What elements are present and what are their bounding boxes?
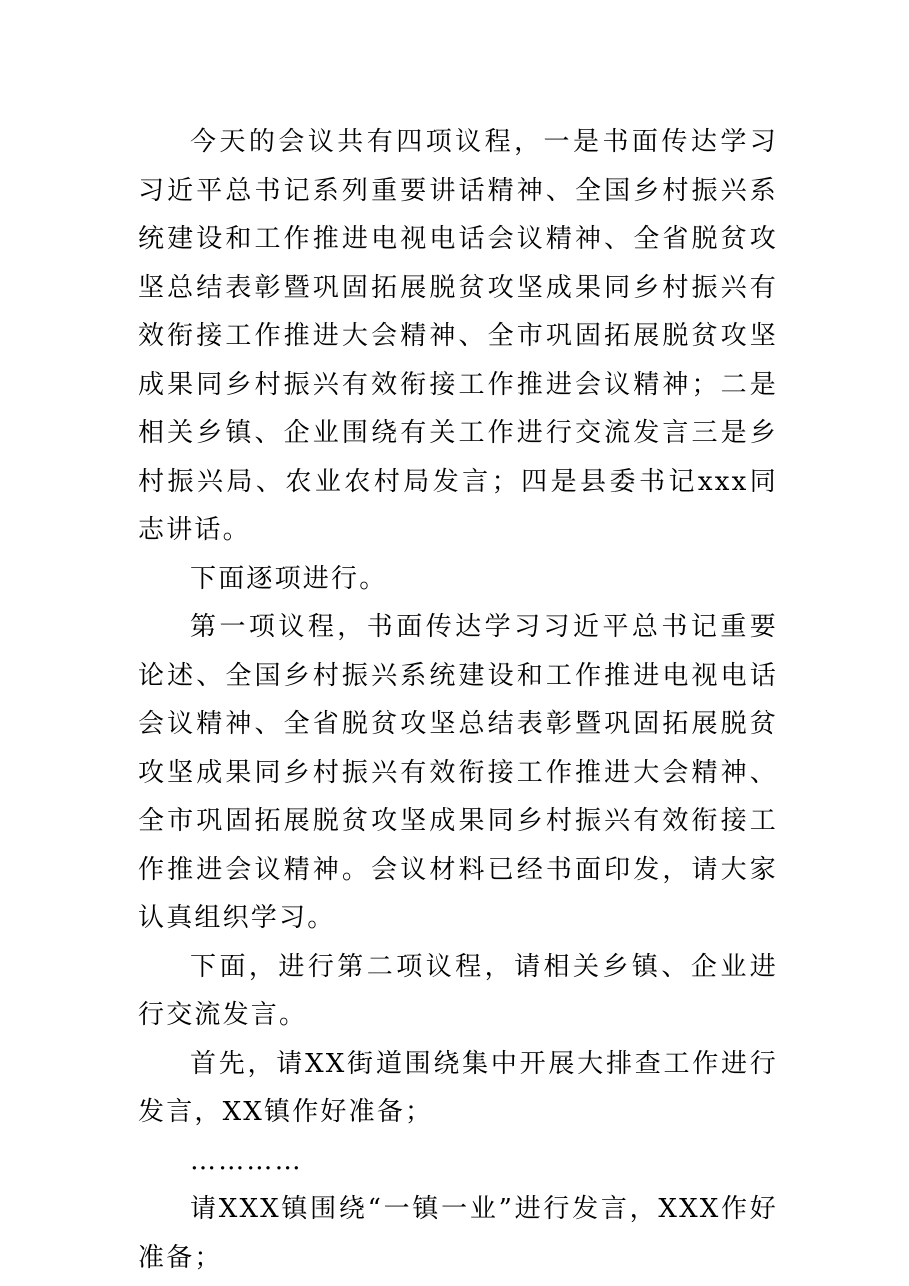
paragraph-agenda-overview: 今天的会议共有四项议程，一是书面传达学习习近平总书记系列重要讲话精神、全国乡村振兴系统建设和工作推进电视电话会议精神、全省脱贫攻坚总结表彰暨巩固拓展脱贫攻坚成果同乡村振兴有效衔接工作推进大会精神、全市巩固拓展脱贫攻坚成果同乡村振兴有效衔接工作推进会议精神；二是相关乡镇、企业围绕有关工作进行交流发言三是乡村振兴局、农业农村局发言；四是县委书记xxx同志讲话。 [138,127,778,545]
document-body [138,118,778,1282]
paragraph-proceed-item-by-item: 下面逐项进行。 [190,563,388,594]
paragraph-agenda-item-two: 下面，进行第二项议程，请相关乡镇、企业进行交流发言。 [138,951,778,1030]
paragraph-next-speaker: 请XXX镇围绕“一镇一业”进行发言，XXX作好准备； [138,1194,778,1273]
paragraph-agenda-item-one: 第一项议程，书面传达学习习近平总书记重要论述、全国乡村振兴系统建设和工作推进电视电话会议精神、全省脱贫攻坚总结表彰暨巩固拓展脱贫攻坚成果同乡村振兴有效衔接工作推进大会精神、全市巩固拓展脱贫攻坚成果同乡村振兴有效衔接工作推进会议精神。会议材料已经书面印发，请大家认真组织学习。 [138,612,778,933]
paragraph-first-speaker: 首先，请XX街道围绕集中开展大排查工作进行发言，XX镇作好准备； [138,1048,778,1127]
paragraph-ellipsis: ………… [190,1145,303,1176]
